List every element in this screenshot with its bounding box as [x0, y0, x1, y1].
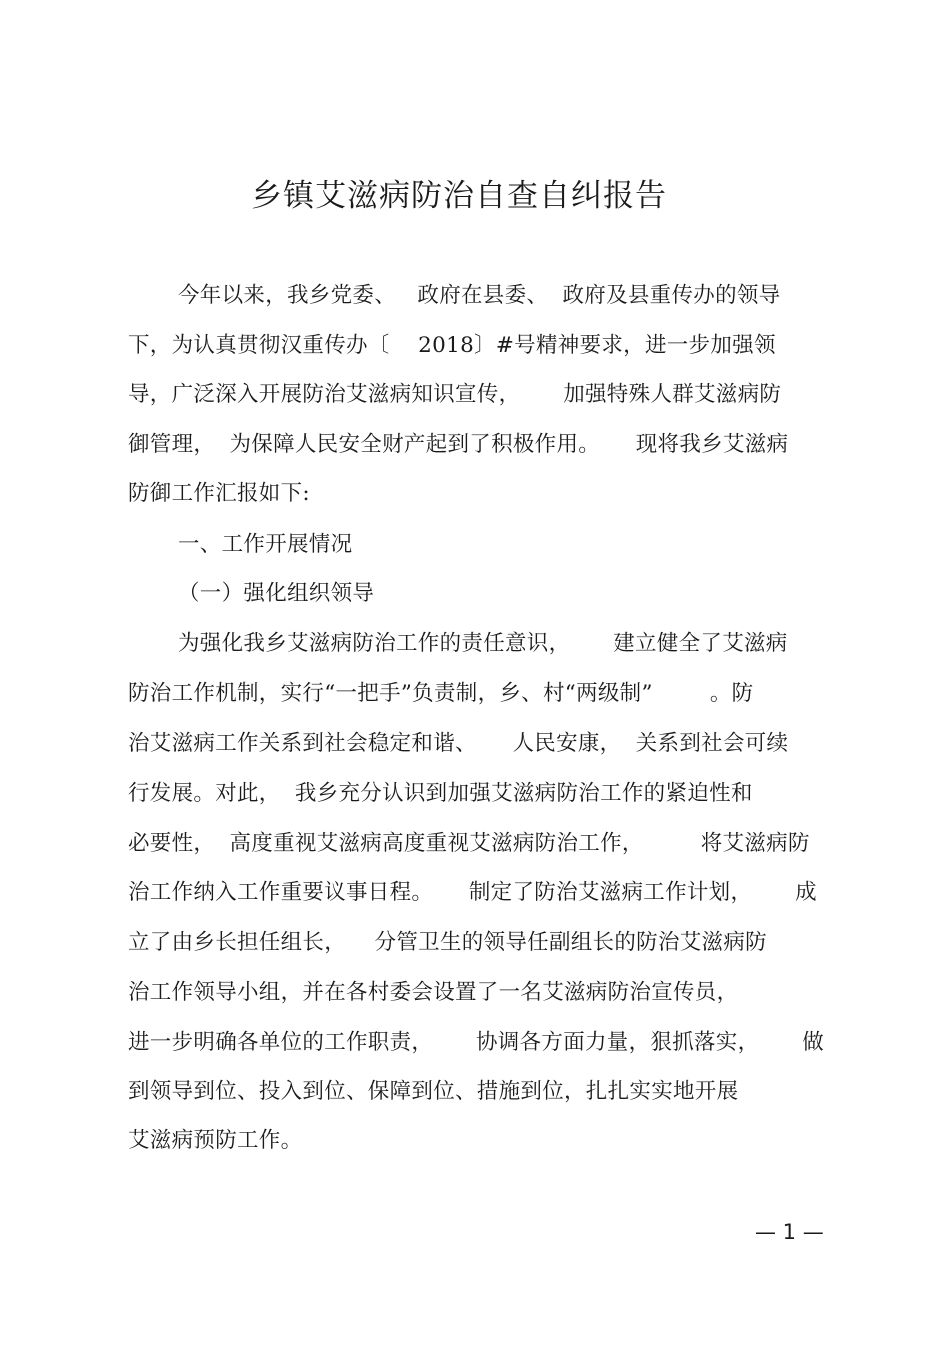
subsection-heading: （一）强化组织领导 — [178, 581, 375, 606]
paragraph-line: 导，广泛深入开展防治艾滋病知识宣传， 加强特殊人群艾滋病防 — [128, 382, 782, 407]
paragraph-line: 必要性， 高度重视艾滋病高度重视艾滋病防治工作， 将艾滋病防 — [128, 831, 810, 856]
paragraph-line: 防治工作机制，实行“一把手”负责制，乡、村“两级制” 。防 — [128, 681, 754, 706]
paragraph-line: 防御工作汇报如下: — [128, 481, 310, 506]
paragraph-line: 御管理， 为保障人民安全财产起到了积极作用。 现将我乡艾滋病 — [128, 432, 789, 457]
paragraph-line: 为强化我乡艾滋病防治工作的责任意识， 建立健全了艾滋病 — [178, 631, 788, 656]
paragraph-line: 治艾滋病工作关系到社会稳定和谐、 人民安康， 关系到社会可续 — [128, 731, 789, 756]
paragraph-line: 到领导到位、投入到位、保障到位、措施到位，扎扎实实地开展 — [128, 1079, 739, 1104]
paragraph-line: 治工作纳入工作重要议事日程。 制定了防治艾滋病工作计划， 成 — [128, 880, 817, 905]
paragraph-line: 治工作领导小组，并在各村委会设置了一名艾滋病防治宣传员， — [128, 980, 739, 1005]
paragraph-line: 进一步明确各单位的工作职责， 协调各方面力量，狠抓落实， 做 — [128, 1030, 825, 1055]
page-number: — 1 — — [755, 1220, 824, 1244]
paragraph-line: 今年以来，我乡党委、 政府在县委、 政府及县重传办的领导 — [178, 283, 781, 308]
paragraph-line: 立了由乡长担任组长， 分管卫生的领导任副组长的防治艾滋病防 — [128, 930, 767, 955]
paragraph-line: 下，为认真贯彻汉重传办〔 2018〕#号精神要求，进一步加强领 — [128, 333, 776, 358]
paragraph-line: 行发展。对此， 我乡充分认识到加强艾滋病防治工作的紧迫性和 — [128, 781, 753, 806]
section-heading: 一、工作开展情况 — [178, 532, 353, 557]
document-title: 乡镇艾滋病防治自查自纠报告 — [251, 178, 667, 214]
paragraph-line: 艾滋病预防工作。 — [128, 1128, 303, 1153]
